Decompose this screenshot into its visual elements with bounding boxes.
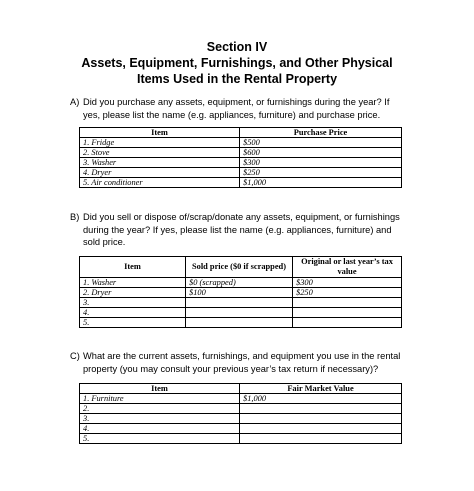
current-assets-table bbox=[79, 383, 402, 444]
question-b-label: B) bbox=[70, 212, 80, 222]
question-c-text: What are the current assets, furnishings, and equipment you use in the rental property (you may consult your previous year’s tax return if necessary)? bbox=[83, 351, 401, 374]
section-heading-line-2: Items Used in the Rental Property bbox=[136, 72, 338, 86]
question-c-label: C) bbox=[70, 351, 80, 361]
header-item: Item bbox=[80, 384, 240, 394]
table-row: 2. Dryer $100 $250 bbox=[80, 288, 402, 298]
table-row: 2. bbox=[80, 404, 402, 414]
header-purchase-price: Purchase Price bbox=[240, 128, 402, 138]
table-row: 1. Fridge $500 bbox=[80, 138, 402, 148]
table-row: 5. bbox=[80, 434, 402, 444]
question-b-text: Did you sell or dispose of/scrap/donate any assets, equipment, or furnishings during the year? If yes, please list the name (e.g. appliances, furniture) and sold price. bbox=[83, 212, 400, 247]
table-row: 2. Stove $600 bbox=[80, 148, 402, 158]
table-row: 1. Washer $0 (scrapped) $300 bbox=[80, 278, 402, 288]
question-a-label: A) bbox=[70, 97, 80, 107]
table-row: 4. bbox=[80, 308, 402, 318]
table-row: 1. Furniture $1,000 bbox=[80, 394, 402, 404]
purchased-assets-table bbox=[79, 127, 402, 188]
table-row: 4. Dryer $250 bbox=[80, 168, 402, 178]
table-row: 3. Washer $300 bbox=[80, 158, 402, 168]
disposed-assets-table bbox=[79, 256, 402, 328]
table-row: 3. bbox=[80, 298, 402, 308]
table-row: 5. Air conditioner $1,000 bbox=[80, 178, 402, 188]
table-row: 3. bbox=[80, 414, 402, 424]
table-row: 4. bbox=[80, 424, 402, 434]
header-fair-market-value: Fair Market Value bbox=[240, 384, 402, 394]
header-item: Item bbox=[80, 128, 240, 138]
section-heading-line-1: Assets, Equipment, Furnishings, and Other Physical bbox=[81, 56, 393, 70]
table-row: 5. bbox=[80, 318, 402, 328]
question-a-text: Did you purchase any assets, equipment, or furnishings during the year? If yes, please list the name (e.g. appliances, furniture) and purchase price. bbox=[83, 97, 390, 120]
section-title: Section IV bbox=[206, 40, 268, 54]
header-sold-price: Sold price ($0 if scrapped) bbox=[186, 257, 293, 278]
header-item: Item bbox=[80, 257, 186, 278]
header-tax-value: Original or last year’s tax value bbox=[293, 257, 402, 278]
